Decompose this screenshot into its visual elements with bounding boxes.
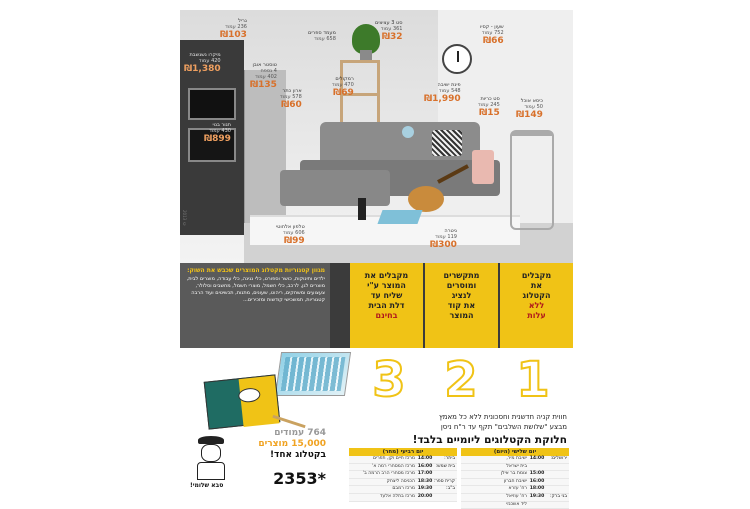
price-tag-phone: טלפון אלחוטי 606 עמוד ₪99: [276, 224, 305, 246]
schedule-city: [545, 479, 569, 486]
catalog-cover-image: [204, 374, 281, 429]
price-tag-cushions: סט כריות 245 עמוד ₪15: [478, 96, 500, 118]
schedule-row: [461, 471, 569, 479]
steps-band: [180, 263, 573, 348]
price-tag-bookstand: מעמד ספרים 658 עמוד: [308, 30, 336, 42]
step-number-3: 3: [372, 352, 406, 408]
guitar: [408, 186, 444, 212]
schedule-row: [461, 494, 569, 502]
schedule-wednesday: [349, 448, 457, 502]
high-chair: [510, 130, 554, 230]
schedule-place: רח' עזרא: [508, 486, 527, 492]
brand-name: סבא שלומי!: [190, 482, 224, 489]
schedule-tuesday: [461, 448, 569, 509]
schedule-place: מרכז חיים וקן, תפרים: [373, 456, 415, 461]
schedule-row: [349, 471, 457, 479]
step-number-1: 1: [516, 352, 550, 408]
distribution-schedule: [349, 448, 569, 507]
sofa-chaise: [280, 170, 390, 206]
catalog-images: [188, 348, 348, 426]
vase: [402, 126, 414, 138]
price-tag-cabinet: ארון כתר 578 עמוד ₪60: [280, 88, 302, 110]
schedule-place: צומת בר אילן: [500, 471, 527, 477]
schedule-row: [349, 456, 457, 464]
schedule-place: מרכז המסחרי רמה א': [372, 463, 415, 469]
schedule-time: 17:00: [417, 471, 433, 477]
schedule-city: בית שמש:: [435, 463, 455, 469]
tagline: חווית קניה חדשנית וחסכונית ללא כל מאמץ מבצע "שלושת השלבים" תקף עד ר"ח ניסן: [438, 413, 567, 431]
step-1-receive-catalog: מקבלים את הקטלוג ללא עלות: [498, 263, 573, 348]
schedule-place: מרכז רמבם: [392, 486, 415, 492]
price-tag-builtin-oven: תנור בנוי 430 עמוד ₪899: [204, 122, 231, 144]
price-tag-pots: סט 3 עציצים 361 עמוד ₪32: [375, 20, 403, 42]
schedule-time: 18:00: [529, 486, 545, 492]
schedule-city: [545, 502, 569, 509]
cordless-phone: [358, 198, 366, 220]
price-tag-sofa: פינת ישיבה 548 עמוד ₪1,990: [424, 82, 461, 104]
schedule-time: 14:00: [529, 456, 545, 461]
schedule-row: [461, 456, 569, 464]
one-catalog-text: בקטלוג אחד!: [269, 450, 326, 460]
price-tag-grill: גריל 236 עמוד ₪103: [220, 18, 247, 40]
open-catalog-image: [275, 352, 351, 396]
step-3-delivery: מקבלים את המוצר ע"י שליח עד דלת הבית בחינם: [348, 263, 423, 348]
schedule-time: 20:00: [417, 493, 433, 499]
products-count: 15,000 מוצרים: [258, 439, 326, 449]
schedule-city: [545, 486, 569, 493]
schedule-place: מרכז מסחרי הרב הרמה ב': [362, 471, 415, 477]
schedule-time: [529, 464, 545, 471]
categories-heading: מגוון קטגוריות מקטלוג המוצרים שכבש את השוק:: [187, 267, 325, 274]
schedule-place: מרכז בתלה אלעד: [379, 493, 415, 499]
schedule-city: ביתר:: [444, 456, 455, 461]
price-tag-microwave: מיקרו נשנשבת 420 עמוד ₪1,380: [184, 52, 221, 74]
microwave: [188, 88, 236, 120]
magazine: [377, 210, 422, 224]
mascot-icon: [194, 436, 228, 480]
schedule-wednesday-header: יום רביעי (מחר): [349, 448, 457, 456]
schedule-city: ב"ב:: [446, 486, 455, 492]
schedule-city: [545, 464, 569, 471]
phone-number[interactable]: 2353*: [273, 469, 326, 488]
schedule-time: 16:00: [417, 463, 433, 469]
price-tag-guitar: גיטרה 119 עמוד ₪300: [430, 228, 457, 250]
schedule-city: ירושלים:: [550, 456, 567, 461]
schedule-time: 19:30: [417, 486, 433, 492]
living-room-photo: [180, 10, 573, 263]
schedule-time: 16:00: [529, 478, 545, 484]
categories-list: ילדים ותינוקות, כושר וספורט, כלי נגינה, כלי עבודה, מוצרים לבית, מוצרים לגן, לרכב, כלי חשמל, מוצרי חשמל, מחשבים וסלולר, צעצועים ומשחקים, ריהוט, שעונים, מתנות, תכשיטים ועוד הרבה קטגוריות, תמשכישי קודשות ומזכירים...: [186, 276, 325, 303]
price-tag-toaster-oven: טוסטר אובן 4 נספח 402 עמוד ₪135: [250, 62, 277, 90]
pages-count: 764 עמודים: [274, 428, 326, 438]
wall-clock: [442, 44, 472, 74]
schedule-row: [349, 486, 457, 494]
schedule-time: 19:30: [529, 493, 545, 499]
schedule-place: ישיבת חברון: [503, 478, 527, 484]
schedule-city: קרית ספר:: [433, 478, 455, 484]
schedule-row: [349, 494, 457, 502]
schedule-row: [349, 479, 457, 487]
schedule-city: [433, 471, 457, 478]
schedule-time: 14:00: [417, 456, 433, 461]
schedule-row: [461, 486, 569, 494]
schedule-tuesday-header: יום שלישי (היום): [461, 448, 569, 456]
schedule-time: 18:30: [417, 478, 433, 484]
pillow: [432, 130, 462, 156]
schedule-city: [545, 471, 569, 478]
price-tag-highchair: כיסא אוכל 50 עמוד ₪149: [516, 98, 543, 120]
schedule-place: רח' עוזיאל: [506, 493, 527, 499]
price-tag-clock: שעון - קסיו 752 עמוד ₪66: [480, 24, 504, 46]
bottom-section: [180, 348, 573, 507]
schedule-place: בית ישראל: [506, 463, 527, 469]
step-number-2: 2: [444, 352, 478, 408]
schedule-place: הכניסה ליצחק: [386, 478, 415, 484]
schedule-city: [433, 494, 457, 501]
schedule-time: 15:00: [529, 471, 545, 477]
schedule-time: [529, 502, 545, 509]
price-tag-speakers: רמקולים 470 עמוד ₪69: [332, 76, 354, 98]
schedule-place: ליד אשכנזי: [506, 501, 527, 507]
promo-box: [186, 428, 336, 495]
photo-copyright: © 2013: [182, 210, 187, 227]
distribution-headline: חלוקת הקטלוגים ליומיים בלבד!: [412, 434, 567, 446]
schedule-row: [461, 502, 569, 509]
schedule-place: ישיבת מיר,: [506, 456, 527, 461]
catalog-advert-page: [180, 10, 573, 507]
schedule-city: בני ברק:: [549, 493, 567, 499]
categories-text: [180, 263, 330, 348]
blanket: [472, 150, 494, 184]
step-2-call-agent: מתקשרים ומוסרים לנציג את קוד המוצר: [423, 263, 498, 348]
